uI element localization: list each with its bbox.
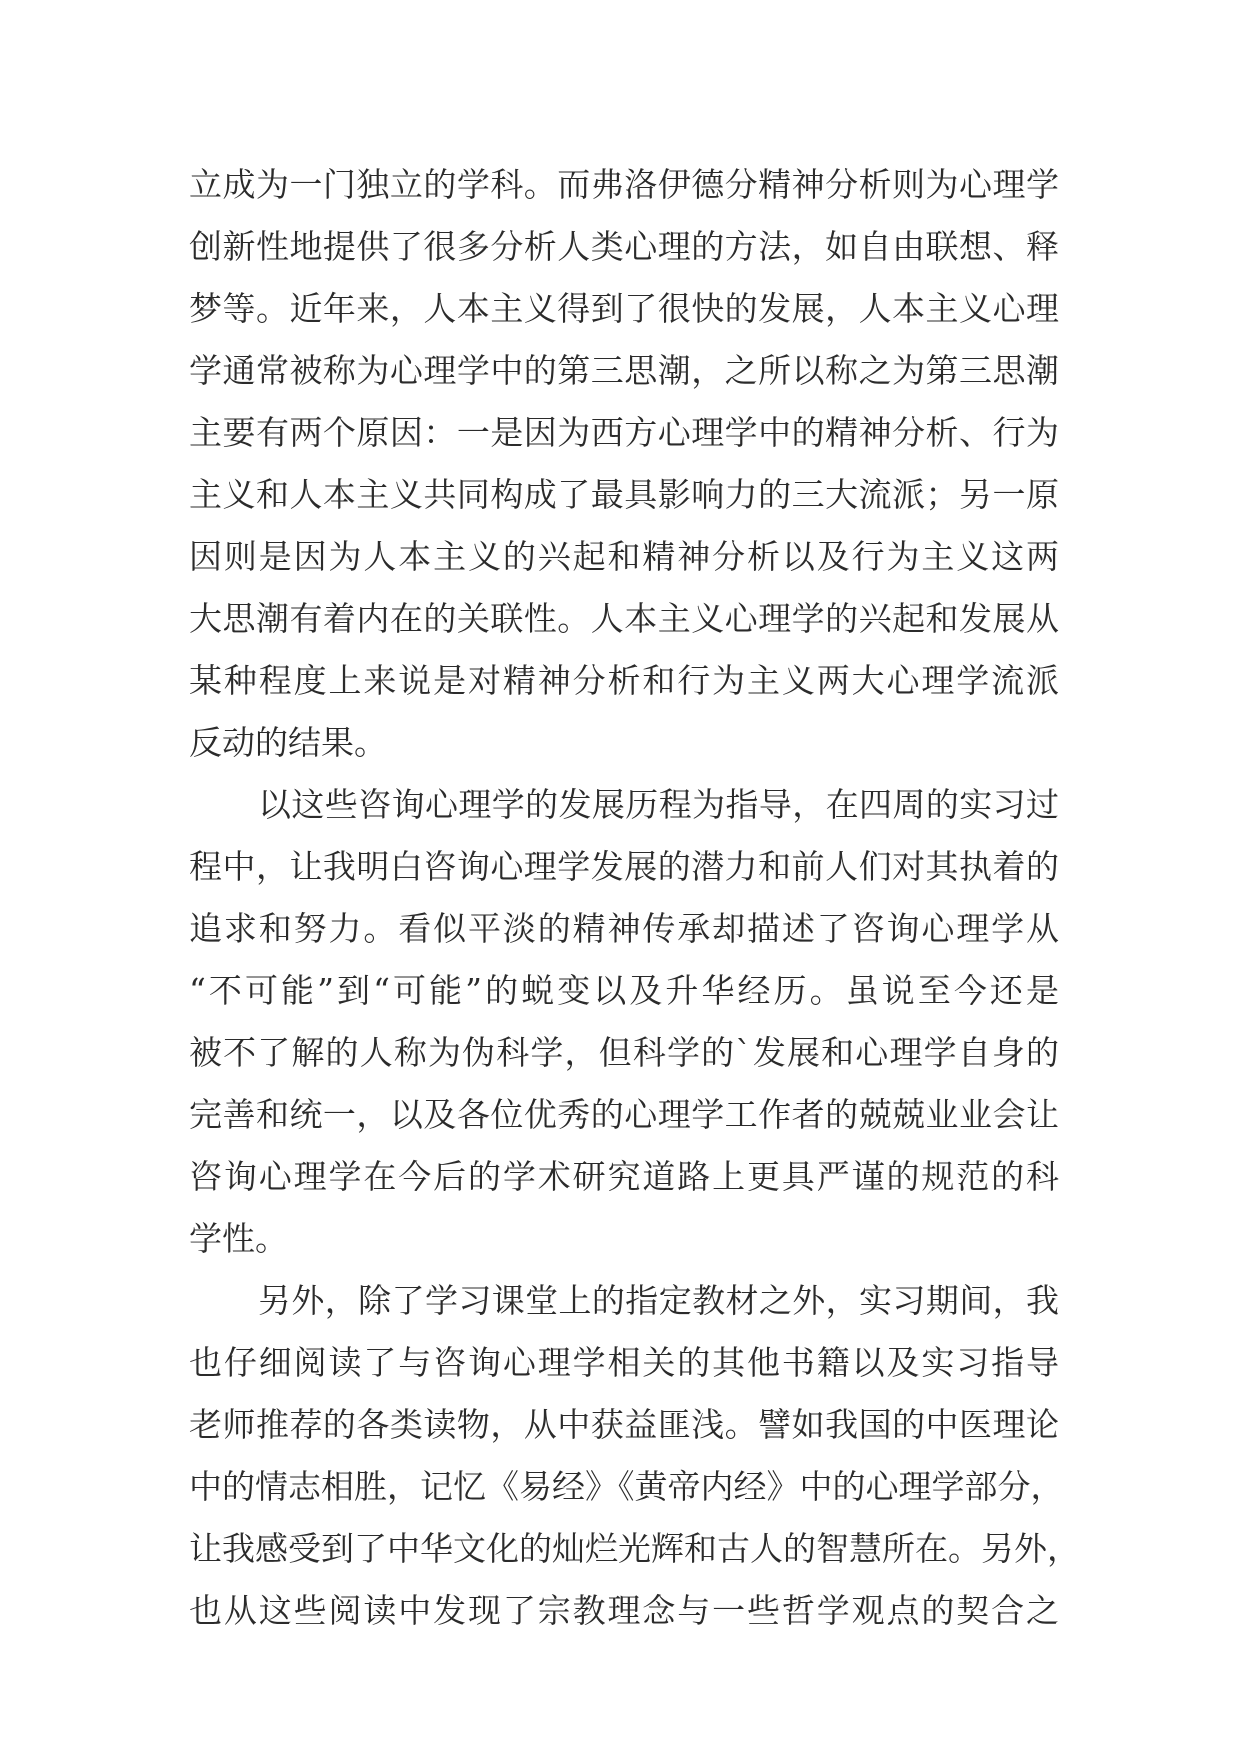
text-line: 咨询心理学在今后的学术研究道路上更具严谨的规范的科 <box>189 1157 1059 1196</box>
text-line: 老师推荐的各类读物，从中获益匪浅。譬如我国的中医理论 <box>189 1405 1059 1444</box>
text-line: 让我感受到了中华文化的灿烂光辉和古人的智慧所在。另外， <box>189 1529 1080 1568</box>
text-line: 因则是因为人本主义的兴起和精神分析以及行为主义这两 <box>189 537 1059 576</box>
text-line: 完善和统一，以及各位优秀的心理学工作者的兢兢业业会让 <box>189 1095 1059 1134</box>
text-line: 学通常被称为心理学中的第三思潮，之所以称之为第三思潮 <box>189 351 1059 390</box>
paragraph-1 <box>189 154 1059 774</box>
text-line: 学性。 <box>189 1219 288 1258</box>
text-line: 追求和努力。看似平淡的精神传承却描述了咨询心理学从 <box>189 909 1059 948</box>
text-line: 主义和人本主义共同构成了最具影响力的三大流派；另一原 <box>189 475 1059 514</box>
paragraph-3 <box>189 1270 1080 1642</box>
paragraph-2 <box>189 774 1059 1270</box>
text-line: 立成为一门独立的学科。而弗洛伊德分精神分析则为心理学 <box>189 165 1059 204</box>
text-line: 某种程度上来说是对精神分析和行为主义两大心理学流派 <box>189 661 1059 700</box>
text-line: 主要有两个原因：一是因为西方心理学中的精神分析、行为 <box>189 413 1059 452</box>
document-body <box>189 154 1080 1642</box>
text-line: 大思潮有着内在的关联性。人本主义心理学的兴起和发展从 <box>189 599 1059 638</box>
text-line: 反动的结果。 <box>189 723 387 762</box>
text-line: 被不了解的人称为伪科学，但科学的`发展和心理学自身的 <box>189 1033 1059 1072</box>
text-line: “不可能”到“可能”的蜕变以及升华经历。虽说至今还是 <box>189 971 1059 1010</box>
text-line: 中的情志相胜，记忆《易经》《黄帝内经》中的心理学部分， <box>189 1467 1064 1506</box>
text-line: 也仔细阅读了与咨询心理学相关的其他书籍以及实习指导 <box>189 1343 1059 1382</box>
text-line: 梦等。近年来，人本主义得到了很快的发展，人本主义心理 <box>189 289 1059 328</box>
text-line: 创新性地提供了很多分析人类心理的方法，如自由联想、释 <box>189 227 1059 266</box>
text-line: 程中，让我明白咨询心理学发展的潜力和前人们对其执着的 <box>189 847 1059 886</box>
text-line: 也从这些阅读中发现了宗教理念与一些哲学观点的契合之 <box>189 1591 1059 1630</box>
text-line: 另外，除了学习课堂上的指定教材之外，实习期间，我 <box>258 1281 1059 1320</box>
text-line: 以这些咨询心理学的发展历程为指导，在四周的实习过 <box>258 785 1059 824</box>
